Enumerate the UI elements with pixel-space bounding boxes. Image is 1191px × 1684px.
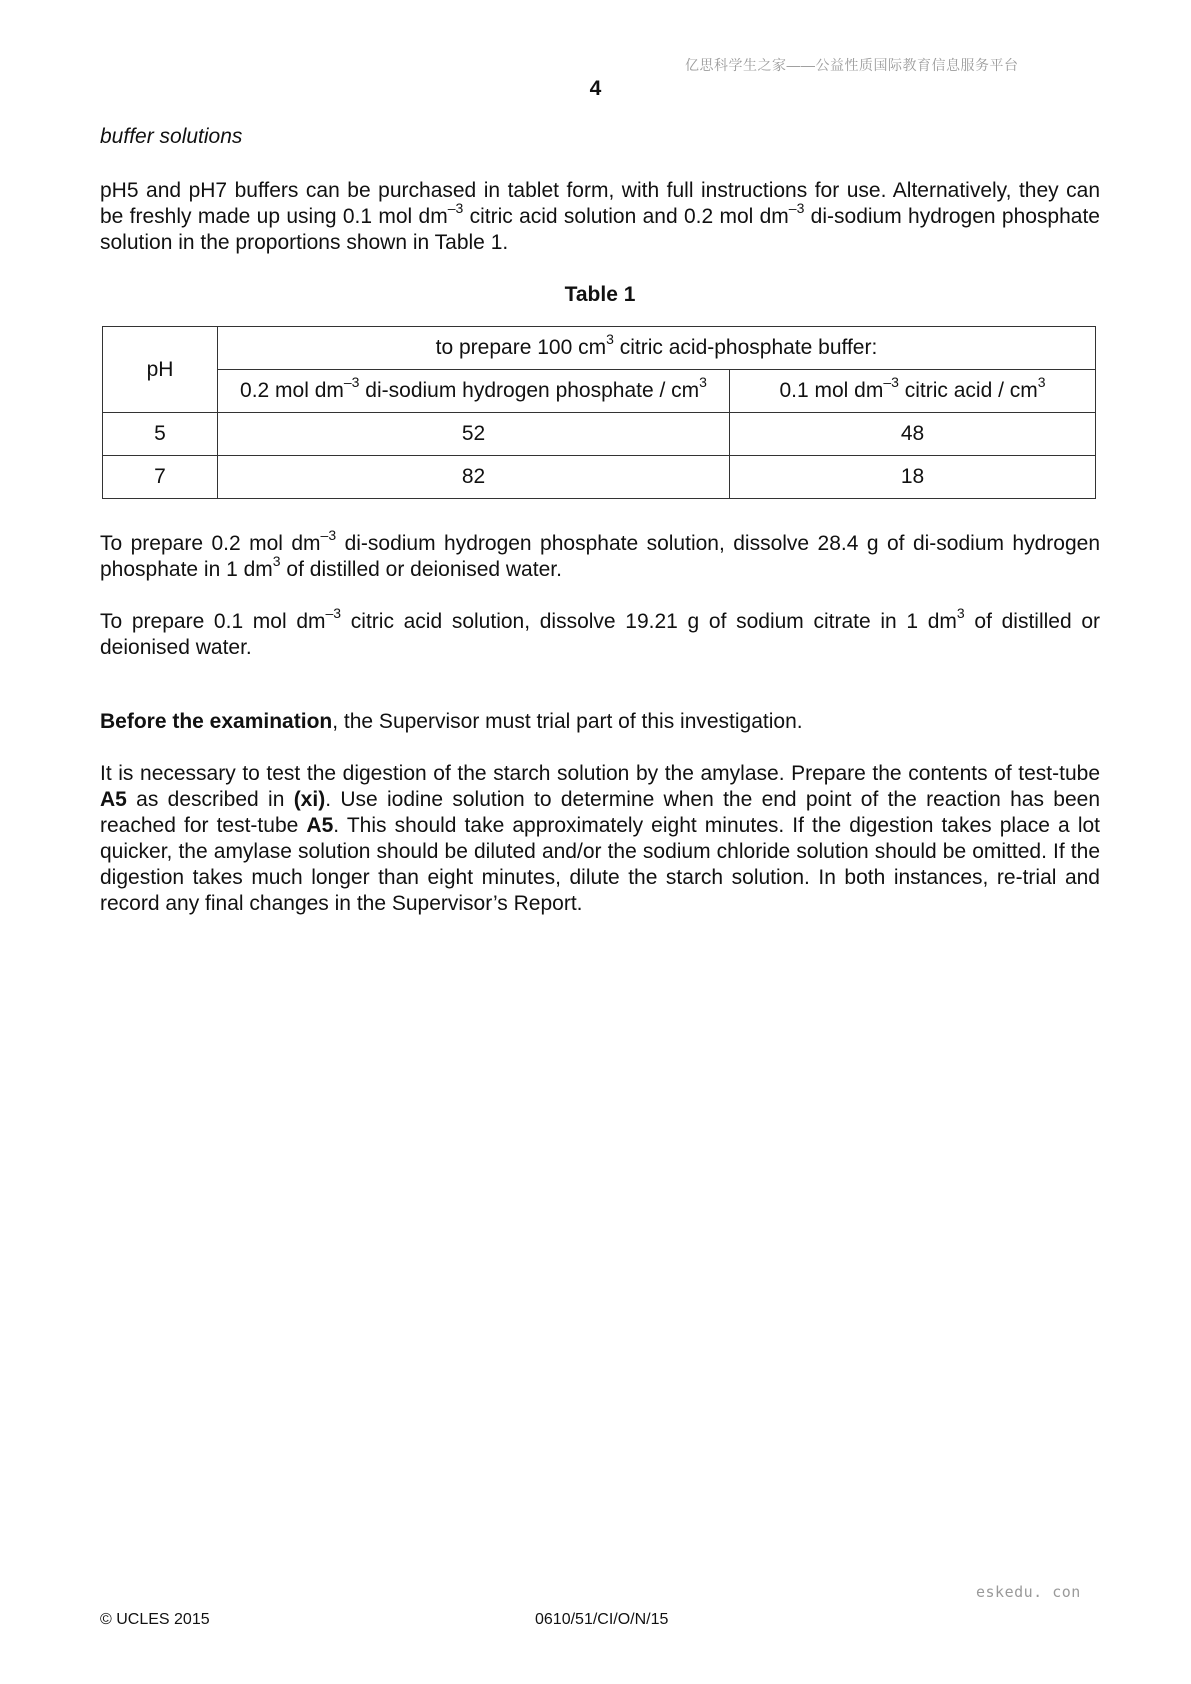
text: as described in (126, 788, 294, 811)
text: di-sodium hydrogen phosphate solution, dissolve 28.4 g of di-sodium hydrogen phosphate in 1 dm (100, 532, 1100, 581)
text: To prepare 0.2 mol dm (100, 532, 321, 555)
text: . This should take approximately eight minutes. If the digestion takes place a lot quicker, the amylase solution should be diluted and/or the sodium chloride solution should be omitted. If the digestion takes much longer than eight minutes, dilute the starch solution. In both instances, re-trial and record any final changes in the Supervisor’s Report. (100, 814, 1101, 915)
paragraph-before-exam (100, 709, 1100, 735)
superscript: –3 (320, 527, 337, 543)
footer-watermark: eskedu. con (976, 1583, 1081, 1601)
citric-cell: 48 (730, 413, 1096, 456)
text: di-sodium hydrogen phosphate solution in the proportions shown in Table 1. (100, 205, 1100, 254)
citric-cell: 18 (730, 456, 1096, 499)
text: citric acid solution, dissolve 19.21 g of sodium citrate in 1 dm (341, 610, 957, 633)
paragraph-buffers-intro (100, 178, 1100, 256)
citric-header (730, 370, 1096, 413)
text: 0.1 mol dm (779, 379, 884, 402)
table-row (103, 413, 1096, 456)
superscript: –3 (325, 605, 342, 621)
superscript: –3 (883, 374, 899, 390)
document-code: 0610/51/CI/O/N/15 (535, 1611, 669, 1628)
text: to prepare 100 cm (435, 336, 607, 359)
text: of distilled or deionised water. (100, 610, 1100, 659)
table-row (103, 456, 1096, 499)
section-heading: buffer solutions (100, 125, 243, 148)
table-subheader-row (103, 370, 1096, 413)
superscript: 3 (606, 331, 614, 347)
bold-text: A5 (306, 814, 334, 837)
superscript: 3 (956, 605, 965, 621)
phosphate-header (218, 370, 730, 413)
superscript: 3 (1037, 374, 1046, 390)
text: citric acid / cm (898, 379, 1038, 402)
phosphate-cell: 52 (218, 413, 730, 456)
superscript: 3 (272, 553, 281, 569)
paragraph-trial-instructions (100, 761, 1100, 917)
page-number: 4 (589, 77, 602, 100)
text: . Use iodine solution to determine when the end point of the reaction has been reached for test-tube (100, 788, 1100, 837)
superscript: –3 (343, 374, 360, 390)
superscript: –3 (447, 200, 464, 216)
bold-text: A5 (100, 788, 127, 811)
text: pH5 and pH7 buffers can be purchased in tablet form, with full instructions for use. Alternatively, they can be freshly made up using 0.1 mol dm (100, 179, 1100, 228)
text: , the Supervisor must trial part of this investigation. (332, 710, 803, 733)
text: citric acid solution and 0.2 mol dm (463, 205, 789, 228)
table-caption: Table 1 (564, 283, 636, 306)
text: It is necessary to test the digestion of the starch solution by the amylase. Prepare the contents of test-tube (100, 762, 1100, 785)
bold-text: Before the examination (100, 710, 333, 733)
group-header (218, 327, 1096, 370)
text: To prepare 0.1 mol dm (100, 610, 326, 633)
paragraph-phosphate-prep (100, 527, 1100, 583)
text: 0.2 mol dm (240, 379, 344, 402)
ph-cell: 5 (103, 413, 218, 456)
ph-cell: 7 (103, 456, 218, 499)
phosphate-cell: 82 (218, 456, 730, 499)
paragraph-citric-prep (100, 605, 1100, 661)
text: of distilled or deionised water. (280, 558, 562, 581)
superscript: –3 (788, 200, 805, 216)
text: di-sodium hydrogen phosphate / cm (359, 379, 700, 402)
header-watermark: 亿思科学生之家——公益性质国际教育信息服务平台 (685, 57, 1019, 73)
text: citric acid-phosphate buffer: (613, 336, 878, 359)
page-content (100, 124, 1100, 943)
spacer (100, 687, 1100, 709)
copyright: © UCLES 2015 (100, 1611, 210, 1628)
ph-header: pH (103, 327, 218, 413)
buffer-table (102, 326, 1096, 499)
table-header-row (103, 327, 1096, 370)
bold-text: (xi) (293, 788, 326, 811)
superscript: 3 (699, 374, 707, 390)
